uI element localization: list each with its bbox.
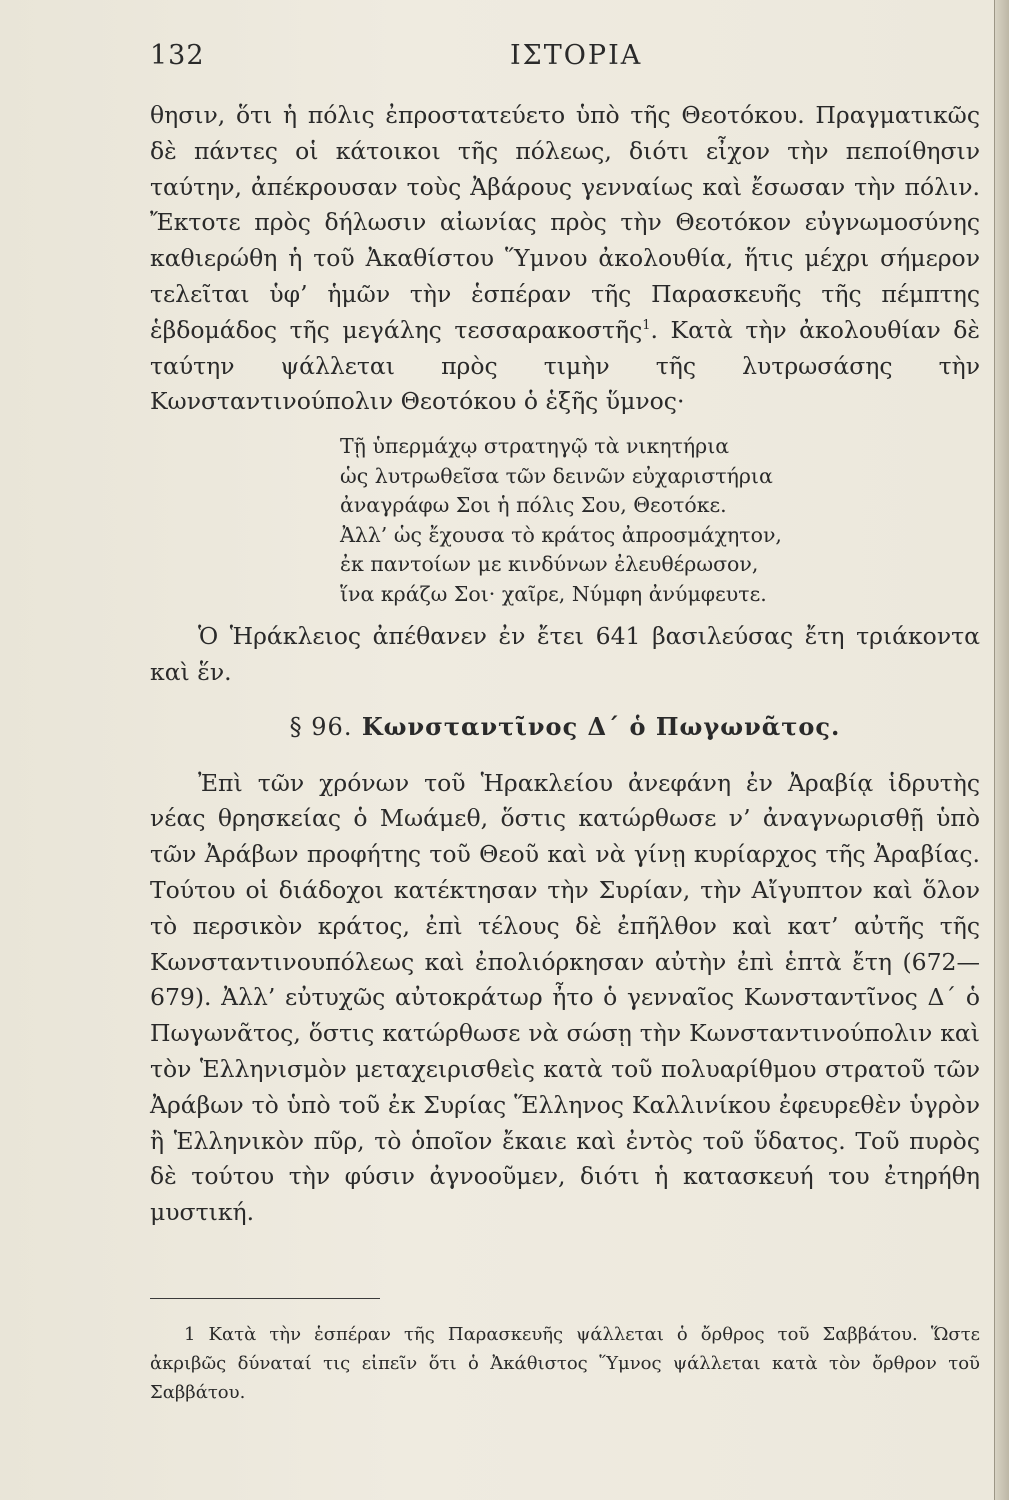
section-paragraph: Ἐπὶ τῶν χρόνων τοῦ Ἡρακλείου ἀνεφάνη ἐν Ἀραβίᾳ ἱδρυτὴς νέας θρησκείας ὁ Μωάμεθ, ὅστις κατώρθωσε ν’ ἀναγνωρισθῇ ὑπὸ τῶν Ἀράβων προφήτης τοῦ Θεοῦ καὶ νὰ γίνῃ κυρίαρχος τῆς Ἀραβίας. Τούτου οἱ διάδοχοι κατέκτησαν τὴν Συρίαν, τὴν Αἴγυπτον καὶ ὅλον τὸ περσικὸν κράτος, ἐπὶ τέλους δὲ ἐπῆλθον καὶ κατ’ αὐτῆς τῆς Κωνσταντινουπόλεως καὶ ἐπολιόρκησαν αὐτὴν ἐπὶ ἑπτὰ ἔτη (672—679). Ἀλλ’ εὐτυχῶς αὐτοκράτωρ ἦτο ὁ γενναῖος Κωνσταντῖνος Δ΄ ὁ Πωγωνᾶτος, ὅστις κατώρθωσε νὰ σώσῃ τὴν Κωνσταντινούπολιν καὶ τὸν Ἑλληνισμὸν μεταχειρισθεὶς κατὰ τοῦ πολυαρίθμου στρατοῦ τῶν Ἀράβων τὸ ὑπὸ τοῦ ἐκ Συρίας Ἕλληνος Καλλινίκου ἐφευρεθὲν ὑγρὸν ἢ Ἑλληνικὸν πῦρ, τὸ ὁποῖον ἔκαιε καὶ ἐντὸς τοῦ ὕδατος. Τοῦ πυρὸς δὲ τούτου τὴν φύσιν ἀγνοοῦμεν, διότι ἡ κατασκευή του ἐτηρήθη μυστική. <box>150 768 980 1227</box>
page-header <box>150 40 980 80</box>
section-number: § 96. <box>289 712 353 741</box>
verse-line: ὡς λυτρωθεῖσα τῶν δεινῶν εὐχαριστήρια <box>340 463 773 488</box>
verse-line: ἵνα κράζω Σοι· χαῖρε, Νύμφη ἀνύμφευτε. <box>340 581 767 606</box>
verse-line: ἀναγράφω Σοι ἡ πόλις Σου, Θεοτόκε. <box>340 493 727 518</box>
page-edge <box>994 0 1009 1500</box>
verse-line: Ἀλλ’ ὡς ἔχουσα τὸ κράτος ἀπροσμάχητον, <box>340 522 782 547</box>
section-heading <box>150 709 980 746</box>
paragraph-text-tail: . Κατὰ τὴν ἀκολουθίαν δὲ ταύτην ψάλλεται πρὸς τιμὴν τῆς λυτρωσάσης τὴν Κωνσταντινούπολιν Θεοτόκου ὁ ἑξῆς ὕμνος· <box>150 315 980 416</box>
footnote-text: Κατὰ τὴν ἑσπέραν τῆς Παρασκευῆς ψάλλεται ὁ ὄρθρος τοῦ Σαββάτου. Ὥστε ἀκριβῶς δύναταί τις εἰπεῖν ὅτι ὁ Ἀκάθιστος Ὕμνος ψάλλεται κατὰ τὸν ὄρθρον τοῦ Σαββάτου. <box>150 1324 980 1403</box>
paragraph-heraclius-death: Ὁ Ἡράκλειος ἀπέθανεν ἐν ἔτει 641 βασιλεύσας ἔτη τριάκοντα καὶ ἕν. <box>150 622 980 686</box>
footnote-mark: 1 <box>184 1324 196 1345</box>
running-title: ΙΣΤΟΡΙΑ <box>510 40 643 71</box>
section-title: Κωνσταντῖνος Δ΄ ὁ Πωγωνᾶτος. <box>361 711 841 741</box>
footnote-reference: 1 <box>642 317 651 333</box>
paragraph-text: θησιν, ὅτι ἡ πόλις ἐπροστατεύετο ὑπὸ τῆς Θεοτόκου. Πραγματικῶς δὲ πάντες οἱ κάτοικοι τῆς πόλεως, διότι εἶχον τὴν πεποίθησιν ταύτην, ἀπέκρουσαν τοὺς Ἀβάρους γενναίως καὶ ἔσωσαν τὴν πόλιν. Ἔκτοτε πρὸς δήλωσιν αἰωνίας πρὸς τὴν Θεοτόκον εὐγνωμοσύνης καθιερώθη ἡ τοῦ Ἀκαθίστου Ὕμνου ἀκολουθία, ἥτις μέχρι σήμερον τελεῖται ὑφ’ ἡμῶν τὴν ἑσπέραν τῆς Παρασκευῆς τῆς πέμπτης ἑβδομάδος τῆς μεγάλης τεσσαρακοστῆς <box>150 101 980 344</box>
verse-line: Τῇ ὑπερμάχῳ στρατηγῷ τὰ νικητήρια <box>340 434 730 459</box>
page-number: 132 <box>150 40 205 71</box>
paragraph-continued <box>150 98 980 420</box>
verse-line: ἐκ παντοίων με κινδύνων ἐλευθέρωσον, <box>340 552 759 577</box>
footnote <box>150 1320 980 1407</box>
page-body <box>150 98 980 1231</box>
hymn-verse <box>340 432 980 609</box>
footnote-divider <box>150 1298 380 1299</box>
